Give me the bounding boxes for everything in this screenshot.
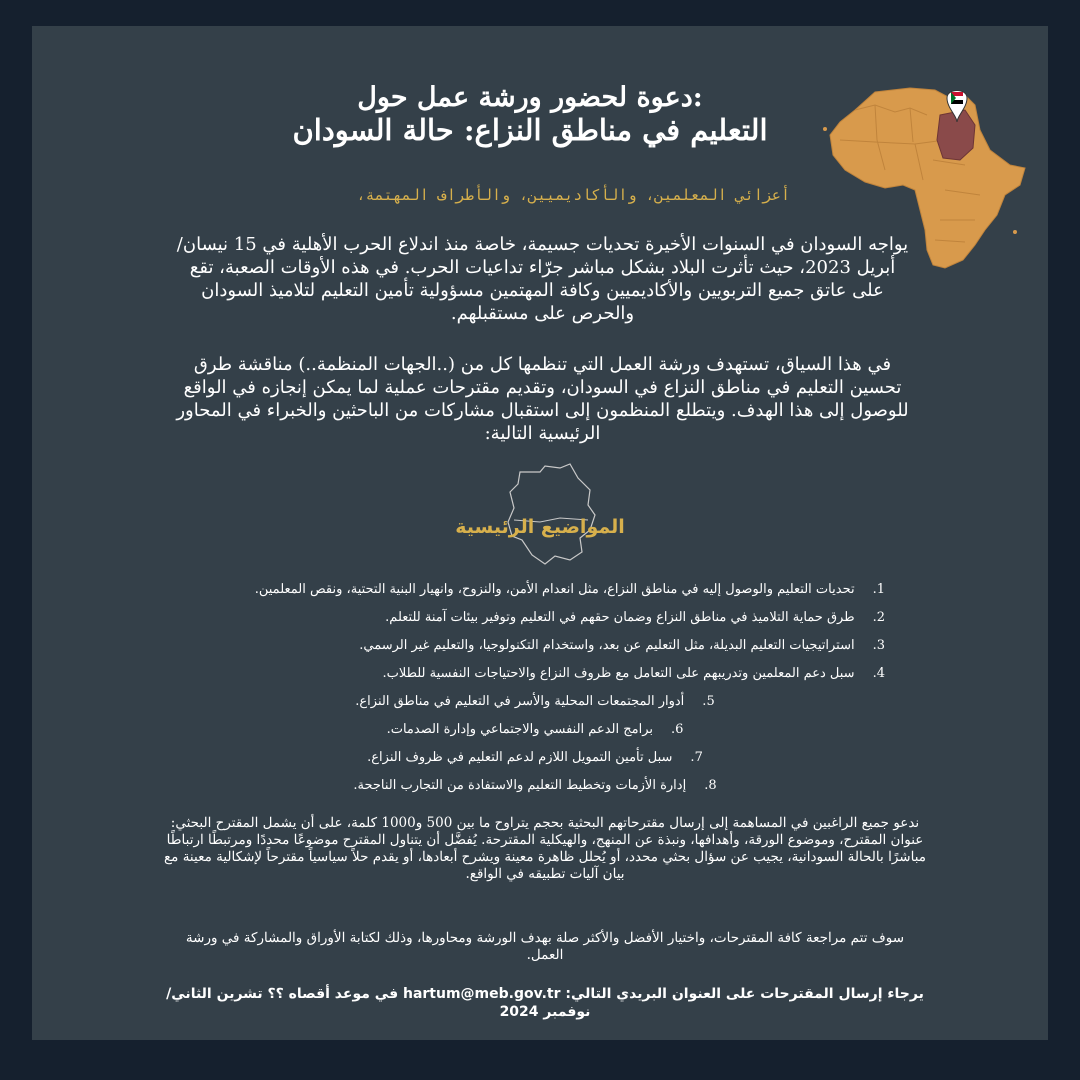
topic-item: 7.سبل تأمين التمويل اللازم لدعم التعليم في ظروف النزاع.: [367, 750, 703, 765]
topic-item: 4.سبل دعم المعلمين وتدريبهم على التعامل مع ظروف النزاع والاحتياجات النفسية للطلاب.: [382, 666, 885, 681]
sudan-outline-icon: [500, 460, 610, 570]
deadline-text: يرجاء إرسال المقترحات على العنوان البريدي التالي: hartum@meb.gov.tr في موعد أقصاه ؟؟ تشرين الثاني/نوفمبر 2024: [166, 986, 924, 1020]
review-paragraph: سوف تتم مراجعة كافة المقترحات، واختيار الأفضل والأكثر صلة بهدف الورشة ومحاورها، وذلك لكتابة الأوراق والمشاركة في ورشة العمل.: [185, 930, 905, 963]
title-line-2: التعليم في مناطق النزاع: حالة السودان: [292, 113, 768, 147]
topics-list: [185, 583, 885, 807]
topic-item: 2.طرق حماية التلاميذ في مناطق النزاع وضمان حقهم في التعليم وتوفير بيئات آمنة للتعلم.: [385, 610, 885, 625]
topic-item: 3.استراتيجيات التعليم البديلة، مثل التعليم عن بعد، واستخدام التكنولوجيا، والتعليم غير الرسمي.: [359, 638, 885, 653]
greeting: أعزائي المعلمين، والأكاديميين، والأطراف المهتمة،: [356, 186, 790, 204]
topic-item: 5.أدوار المجتمعات المحلية والأسر في التعليم في مناطق النزاع.: [355, 694, 715, 709]
page-title: [200, 82, 860, 146]
topics-heading: المواضيع الرئيسية: [455, 516, 625, 538]
intro-paragraph-1: يواجه السودان في السنوات الأخيرة تحديات جسيمة، خاصة منذ اندلاع الحرب الأهلية في 15 نيسان/أبريل 2023، حيث تأثرت البلاد بشكل مباشر جرّاء تداعيات الحرب. في هذه الأوقات الصعبة، تقع على عاتق جميع التربويين والأكاديميين وكافة المهتمين مسؤولية تأمين التعليم لتلاميذ السودان والحرص على مستقبلهم.: [176, 234, 909, 324]
topic-item: 6.برامج الدعم النفسي والاجتماعي وإدارة الصدمات.: [386, 722, 684, 737]
intro-paragraph-2: في هذا السياق، تستهدف ورشة العمل التي تنظمها كل من (..الجهات المنظمة..) مناقشة طرق تحسين التعليم في مناطق النزاع في السودان، وتقديم مقترحات عملية لما يمكن إنجازه في الواقع للوصول إلى هذا الهدف. ويتطلع المنظمون إلى استقبال مشاركات من الباحثين والخبراء في المحاور الرئيسية التالية:: [176, 354, 909, 444]
title-line-1: دعوة لحضور ورشة عمل حول:: [357, 82, 703, 113]
topic-item: 8.إدارة الأزمات وتخطيط التعليم والاستفادة من التجارب الناجحة.: [353, 778, 717, 793]
call-paragraph: ندعو جميع الراغبين في المساهمة إلى إرسال مقترحاتهم البحثية بحجم يتراوح ما بين 500 و1000 كلمة، على أن يشمل المقترح البحثي: عنوان المقترح، وموضوع الورقة، وأهدافها، ونبذة عن المنهج، والهيكلية المقترحة. يُفضَّل أن يتناول المقترح موضوعًا محددًا ومرتبطًا ارتباطًا مباشرًا بالحالة السودانية، يجيب عن سؤال بحثي محدد، أو يُحلل ظاهرة معينة ويشرح أبعادها، أو يقدم حلاً سياسياً مقترحاً لإشكالية معينة مع بيان آليات تطبيقه في الواقع.: [163, 815, 927, 882]
topic-item: 1.تحديات التعليم والوصول إليه في مناطق النزاع، مثل انعدام الأمن، والنزوح، وانهيار البنية التحتية، ونقص المعلمين.: [254, 582, 885, 597]
